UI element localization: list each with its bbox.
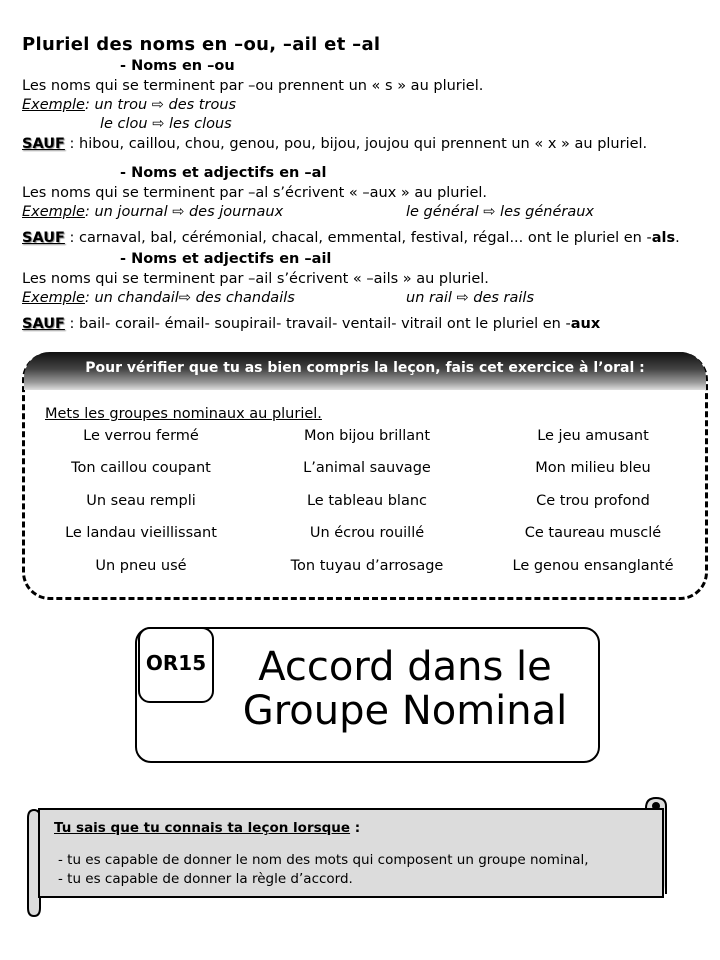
sauf-label: SAUF: [22, 230, 65, 246]
example-al: [22, 203, 283, 221]
sauf-ail-bold: aux: [570, 316, 601, 332]
example-al-1: : un journal ⇨ des journaux: [84, 204, 284, 220]
rule-al: Les noms qui se terminent par –al s’écrivent « –aux » au pluriel.: [22, 185, 488, 201]
section-heading-ail: - Noms et adjectifs en –ail: [120, 251, 332, 267]
exercise-item: Mon milieu bleu: [535, 460, 651, 476]
lesson-title-line-1: Accord dans le: [258, 644, 552, 690]
exercise-item: Ce taureau musclé: [524, 525, 662, 541]
page-title: Pluriel des noms en –ou, –ail et –al: [22, 34, 381, 55]
lesson-code: OR15: [145, 651, 207, 675]
exercise-instruction: Mets les groupes nominaux au pluriel.: [45, 406, 322, 422]
rule-ou: Les noms qui se terminent par –ou prennent un « s » au pluriel.: [22, 78, 484, 94]
rule-ail: Les noms qui se terminent par –ail s’écrivent « –ails » au pluriel.: [22, 271, 489, 287]
exercise-header-bar: [24, 352, 706, 390]
example-ou-1: : un trou ⇨ des trous: [84, 97, 237, 113]
goals-heading: Tu sais que tu connais ta leçon lorsque: [54, 820, 351, 836]
example-al-2: le général ⇨ les généraux: [406, 204, 595, 220]
lesson-code-box: [138, 627, 214, 703]
exercise-item: Le landau vieillissant: [65, 525, 217, 541]
sauf-ou-text: : hibou, caillou, chou, genou, pou, bijou, joujou qui prennent un « x » au pluriel.: [69, 136, 648, 152]
lesson-title: [215, 645, 595, 733]
example-label: Exemple: [22, 97, 85, 113]
exercise-item: Ce trou profond: [536, 493, 650, 509]
goal-item-1: - tu es capable de donner le nom des mots qui composent un groupe nominal,: [58, 852, 589, 868]
sauf-ou: [22, 135, 647, 153]
goals-heading-line: [54, 819, 360, 837]
sauf-label: SAUF: [22, 316, 65, 332]
sauf-al-bold: als: [651, 230, 676, 246]
lesson-title-line-2: Groupe Nominal: [242, 688, 568, 734]
example-ou-2: le clou ⇨ les clous: [100, 116, 232, 132]
example-ou: [22, 96, 236, 114]
sauf-al-end: .: [675, 230, 680, 246]
exercise-item: Le tableau blanc: [306, 493, 428, 509]
section-heading-al: - Noms et adjectifs en –al: [120, 165, 327, 181]
exercise-item: Ton tuyau d’arrosage: [290, 558, 444, 574]
exercise-item: Un pneu usé: [95, 558, 187, 574]
sauf-label: SAUF: [22, 136, 65, 152]
sauf-al: [22, 229, 680, 247]
example-label: Exemple: [22, 204, 85, 220]
exercise-item: Ton caillou coupant: [71, 460, 211, 476]
exercise-item: Le jeu amusant: [537, 428, 649, 444]
example-ail: [22, 289, 295, 307]
exercise-item: Le verrou fermé: [83, 428, 199, 444]
example-ail-2: un rail ⇨ des rails: [406, 290, 535, 306]
exercise-item: Le genou ensanglanté: [512, 558, 674, 574]
exercise-header: Pour vérifier que tu as bien compris la leçon, fais cet exercice à l’oral :: [85, 360, 645, 376]
section-heading-ou: - Noms en –ou: [120, 58, 235, 74]
example-label: Exemple: [22, 290, 85, 306]
exercise-item: Un écrou rouillé: [309, 525, 425, 541]
sauf-ail-text: : bail- corail- émail- soupirail- travail- ventail- vitrail ont le pluriel en -: [69, 316, 571, 332]
goal-item-2: - tu es capable de donner la règle d’accord.: [58, 871, 353, 887]
goals-colon: :: [350, 820, 361, 836]
exercise-item: Un seau rempli: [86, 493, 196, 509]
example-ail-1: : un chandail⇨ des chandails: [84, 290, 295, 306]
sauf-al-text: : carnaval, bal, cérémonial, chacal, emmental, festival, régal... ont le pluriel en -: [69, 230, 652, 246]
exercise-item: Mon bijou brillant: [303, 428, 431, 444]
exercise-item: L’animal sauvage: [303, 460, 431, 476]
sauf-ail: [22, 315, 600, 333]
